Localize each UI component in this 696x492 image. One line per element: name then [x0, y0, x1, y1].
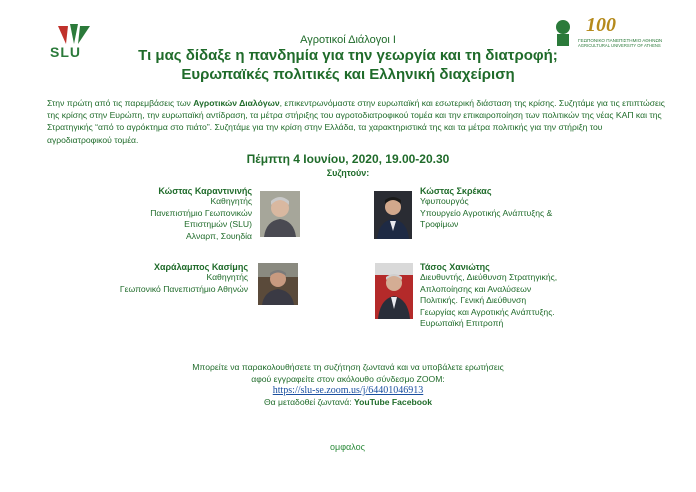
speaker-3-line-1: Καθηγητής — [206, 272, 248, 282]
speaker-1-line-1: Καθηγητής — [210, 196, 252, 206]
speaker-2-name: Κώστας Σκρέκας — [420, 186, 492, 196]
speaker-4-line-5: Ευρωπαϊκή Επιτροπή — [420, 318, 504, 328]
speaker-1-photo — [260, 191, 300, 237]
speaker-2-photo — [374, 191, 412, 239]
intro-bold: Αγροτικών Διαλόγων — [193, 98, 280, 108]
speaker-3-info — [60, 262, 248, 295]
speaker-1-name: Κώστας Καραντινινής — [158, 186, 252, 196]
live-label: Θα μεταδοθεί ζωντανά: — [263, 396, 355, 407]
university-name-greek: ΓΕΩΠΟΝΙΚΟ ΠΑΝΕΠΙΣΤΗΜΙΟ ΑΘΗΝΩΝ — [578, 38, 663, 43]
speaker-2-info — [420, 186, 620, 231]
speaker-3-name: Χαράλαμπος Κασίμης — [153, 262, 248, 272]
speaker-4-line-2: Απλοποίησης και Αναλύσεων — [420, 283, 532, 294]
discuss-label: Συζητούν: — [326, 168, 370, 178]
footer-line-2: αφού εγγραφείτε στον ακόλουθο σύνδεσμο ZOOM: — [251, 373, 445, 384]
speaker-1-info — [100, 186, 252, 242]
speaker-3-photo — [258, 263, 298, 305]
footer-info — [0, 362, 696, 408]
speaker-4-info — [420, 262, 650, 330]
intro-text-2: , επικεντρωνόμαστε στην ευρωπαϊκή και εσωτερική διάσταση της κρίσης. Συζητάμε για τις επιπτώσεις της κρίσης στην Ευρώπη, την ευρωπαϊκή αντίδραση, τα μέτρα στήριξης του αγροτοδιατροφικού τομέα και την επικαιροποίηση των πολιτικών της νέας ΚΑΠ και της Στρατηγικής “από το αγρόκτημα στο πιάτο”. Συζητάμε για την κρίση στην Ελλάδα, τα χαρακτηριστικά της και τα μέτρα πολιτικής για την στήριξη του αγροδιατροφικού τομέα. — [47, 98, 665, 145]
speaker-4-line-4: Γεωργίας και Αγροτικής Ανάπτυξης. — [420, 306, 555, 317]
speaker-4-name: Τάσος Χανιώτης — [420, 262, 490, 272]
omphalos-logo: ομφαλος — [330, 442, 365, 452]
event-date: Πέμπτη 4 Ιουνίου, 2020, 19.00-20.30 — [246, 152, 450, 166]
university-name-english: AGRICULTURAL UNIVERSITY OF ATHENS — [578, 43, 661, 48]
title-line-1: Τι μας δίδαξε η πανδημία για την γεωργία και τη διατροφή; — [138, 47, 558, 64]
footer-line-1: Μπορείτε να παρακολουθήσετε τη συζήτηση ζωντανά και να υποβάλετε ερωτήσεις — [192, 362, 504, 372]
speaker-2-line-3: Τροφίμων — [420, 219, 459, 229]
speaker-4-line-1: Διευθυντής, Διεύθυνση Στρατηγικής, — [420, 272, 558, 282]
slu-logo-text: SLU — [50, 44, 81, 60]
page-title — [0, 46, 696, 84]
speaker-3-line-2: Γεωπονικό Πανεπιστήμιο Αθηνών — [119, 283, 248, 294]
intro-paragraph — [47, 97, 667, 146]
live-platforms: YouTube Facebook — [354, 396, 433, 407]
series-title: Αγροτικοί Διάλογοι I — [300, 34, 396, 46]
speaker-2-line-1: Υφυπουργός — [420, 196, 469, 206]
speaker-1-line-3: Επιστημών (SLU) — [184, 219, 252, 229]
speaker-1-line-4: Αλναρπ, Σουηδία — [186, 230, 252, 241]
intro-text-1: Στην πρώτη από τις παρεμβάσεις των — [47, 98, 194, 108]
speaker-4-photo — [375, 263, 413, 319]
anniversary-number: 100 — [586, 14, 616, 36]
speaker-1-line-2: Πανεπιστήμιο Γεωπονικών — [150, 207, 252, 218]
zoom-link[interactable]: https://slu-se.zoom.us/j/64401046913 — [272, 385, 424, 396]
speaker-2-line-2: Υπουργείο Αγροτικής Ανάπτυξης & — [420, 207, 553, 218]
speaker-4-line-3: Πολιτικής. Γενική Διεύθυνση — [420, 295, 527, 305]
title-line-2: Ευρωπαϊκές πολιτικές και Ελληνική διαχείριση — [181, 66, 515, 83]
